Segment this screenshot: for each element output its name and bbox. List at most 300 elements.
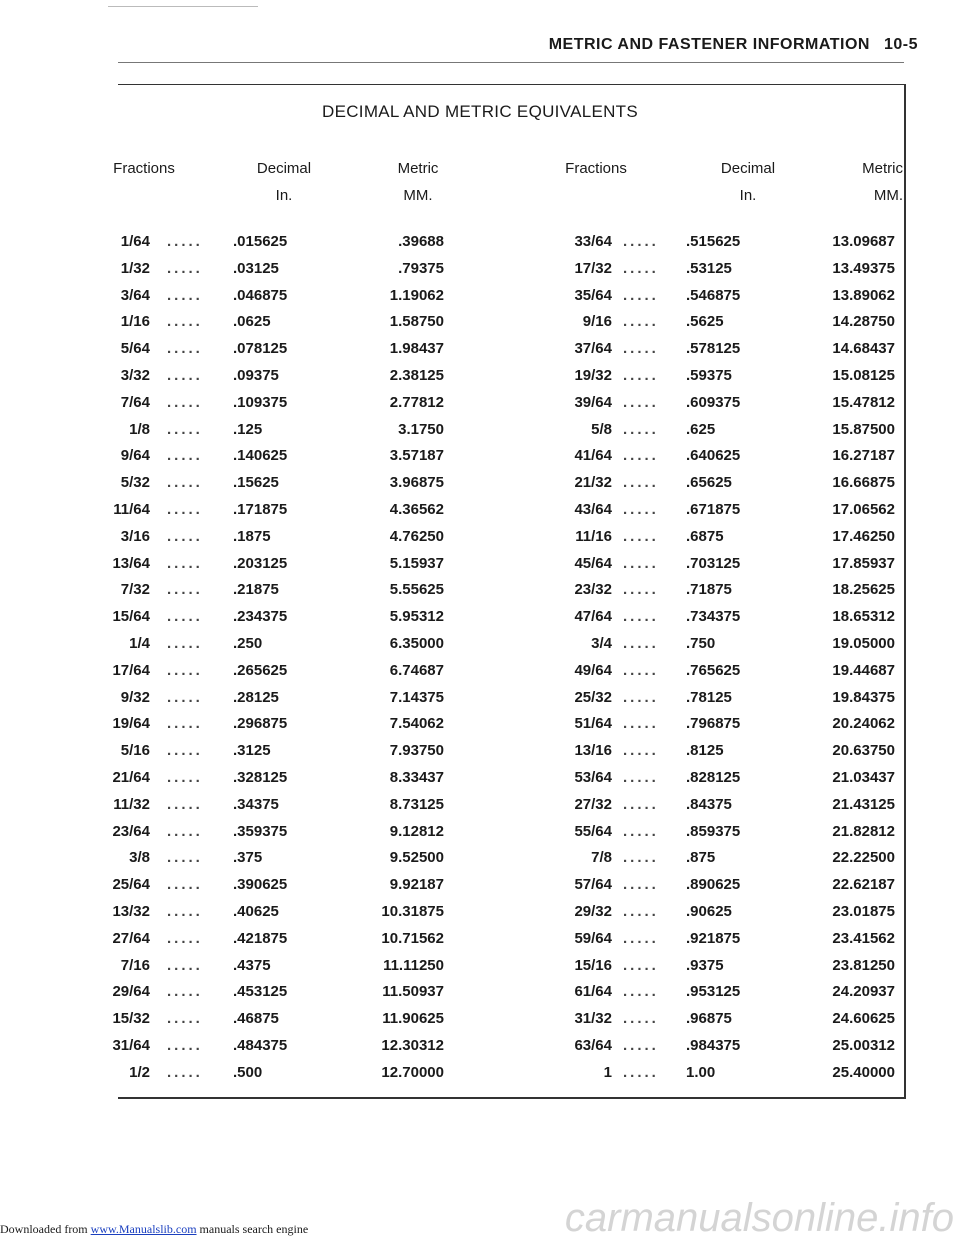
table-row: [0, 957, 960, 984]
left-decimal: .15625: [233, 474, 279, 492]
left-decimal: .453125: [233, 983, 288, 1001]
leader-dots: .....: [623, 902, 659, 920]
leader-dots: .....: [167, 822, 203, 840]
leader-dots: .....: [167, 768, 203, 786]
right-fractions-header: Fractions: [565, 160, 627, 177]
table-row: [0, 983, 960, 1010]
leader-dots: .....: [623, 983, 659, 1001]
right-metric: 21.82812: [832, 822, 895, 840]
right-decimal: .875: [686, 849, 716, 867]
right-fraction: 59/64: [574, 929, 612, 947]
left-decimal: .484375: [233, 1036, 288, 1054]
right-metric: 23.41562: [832, 929, 895, 947]
left-metric: 11.50937: [382, 983, 444, 1001]
footer-prefix: Downloaded from: [0, 1222, 91, 1236]
leader-dots: .....: [167, 661, 203, 679]
left-metric: 6.35000: [389, 634, 444, 652]
table-row: [0, 823, 960, 850]
right-decimal-unit: In.: [739, 187, 757, 204]
right-metric: 13.89062: [832, 286, 895, 304]
leader-dots: .....: [167, 366, 203, 384]
left-metric: 11.90625: [382, 1010, 444, 1028]
leader-dots: .....: [623, 393, 659, 411]
right-decimal: .640625: [686, 447, 741, 465]
left-decimal: .421875: [233, 929, 288, 947]
right-decimal: .8125: [686, 742, 724, 760]
left-decimal-header: Decimal: [256, 160, 312, 177]
page-number: 10-5: [883, 36, 918, 53]
right-metric: 20.63750: [832, 742, 895, 760]
table-row: [0, 340, 960, 367]
left-decimal: .046875: [233, 286, 288, 304]
right-metric: 23.81250: [832, 956, 895, 974]
leader-dots: .....: [167, 233, 203, 250]
left-metric: 11.11250: [383, 956, 444, 974]
left-decimal-unit: In.: [275, 187, 293, 204]
table-row: [0, 260, 960, 287]
right-metric: 14.28750: [832, 313, 895, 331]
table-row: [0, 1064, 960, 1091]
right-fraction: 23/32: [574, 581, 612, 599]
right-decimal: .71875: [686, 581, 732, 599]
table-row: [0, 394, 960, 421]
leader-dots: .....: [623, 634, 659, 652]
right-decimal: .96875: [686, 1010, 732, 1028]
table-row: [0, 501, 960, 528]
right-decimal: .921875: [686, 929, 741, 947]
table-title: DECIMAL AND METRIC EQUIVALENTS: [322, 102, 638, 121]
leader-dots: .....: [167, 313, 203, 331]
leader-dots: .....: [623, 313, 659, 331]
right-fraction: 15/16: [574, 956, 612, 974]
table-row: [0, 287, 960, 314]
left-fraction: 7/64: [120, 393, 150, 411]
right-fraction: 43/64: [574, 500, 612, 518]
equivalents-table: [0, 233, 960, 1091]
left-decimal: .46875: [233, 1010, 279, 1028]
leader-dots: .....: [623, 795, 659, 813]
left-fraction: 29/64: [112, 983, 150, 1001]
table-row: [0, 769, 960, 796]
right-decimal: .953125: [686, 983, 741, 1001]
left-decimal: .03125: [233, 259, 279, 277]
leader-dots: .....: [167, 474, 203, 492]
right-fraction: 37/64: [574, 340, 612, 358]
right-fraction: 45/64: [574, 554, 612, 572]
right-fraction: 21/32: [574, 474, 612, 492]
leader-dots: .....: [623, 554, 659, 572]
left-fraction: 11/32: [113, 795, 150, 813]
manualslib-link[interactable]: www.Manualslib.com: [90, 1222, 197, 1236]
right-metric: 16.66875: [832, 474, 895, 492]
leader-dots: .....: [167, 286, 203, 304]
right-metric: 24.60625: [832, 1010, 895, 1028]
left-metric: 5.15937: [389, 554, 444, 572]
right-decimal: .671875: [686, 500, 741, 518]
leader-dots: .....: [167, 1063, 203, 1081]
left-fraction: 1/2: [129, 1063, 150, 1081]
section-title: METRIC AND FASTENER INFORMATION: [548, 36, 870, 53]
right-metric: 17.06562: [832, 500, 895, 518]
page-header: [549, 36, 918, 54]
right-metric: 19.44687: [832, 661, 895, 679]
table-row: [0, 1037, 960, 1064]
left-decimal: .390625: [233, 876, 288, 894]
left-fraction: 7/32: [120, 581, 150, 599]
table-row: [0, 742, 960, 769]
right-decimal: .703125: [686, 554, 741, 572]
right-metric: 24.20937: [832, 983, 895, 1001]
left-fraction: 3/64: [120, 286, 150, 304]
left-metric: 3.96875: [389, 474, 444, 492]
left-metric: 6.74687: [389, 661, 444, 679]
right-fraction: 33/64: [574, 233, 612, 250]
leader-dots: .....: [623, 822, 659, 840]
leader-dots: .....: [623, 233, 659, 250]
table-row: [0, 528, 960, 555]
leader-dots: .....: [623, 956, 659, 974]
left-metric: 3.1750: [398, 420, 444, 438]
leader-dots: .....: [167, 983, 203, 1001]
watermark: carmanualsonline.info: [564, 1196, 954, 1240]
right-metric: 25.00312: [832, 1036, 895, 1054]
leader-dots: .....: [623, 527, 659, 545]
leader-dots: .....: [623, 849, 659, 867]
left-metric: 4.76250: [389, 527, 444, 545]
left-decimal: .1875: [233, 527, 271, 545]
right-metric: 25.40000: [832, 1063, 895, 1081]
leader-dots: .....: [167, 1036, 203, 1054]
table-row: [0, 474, 960, 501]
left-fraction: 25/64: [112, 876, 150, 894]
leader-dots: .....: [623, 447, 659, 465]
right-decimal: .828125: [686, 768, 741, 786]
leader-dots: .....: [167, 688, 203, 706]
leader-dots: .....: [167, 554, 203, 572]
footer-suffix: manuals search engine: [196, 1222, 309, 1236]
table-row: [0, 421, 960, 448]
leader-dots: .....: [623, 742, 659, 760]
leader-dots: .....: [623, 715, 659, 733]
leader-dots: .....: [623, 259, 659, 277]
leader-dots: .....: [623, 286, 659, 304]
table-row: [0, 796, 960, 823]
leader-dots: .....: [623, 474, 659, 492]
left-metric: 1.58750: [389, 313, 444, 331]
left-decimal: .3125: [233, 742, 271, 760]
right-fraction: 25/32: [574, 688, 612, 706]
left-metric: 1.98437: [389, 340, 444, 358]
leader-dots: .....: [167, 608, 203, 626]
left-metric: 3.57187: [389, 447, 444, 465]
right-decimal: 1.00: [686, 1063, 716, 1081]
leader-dots: .....: [623, 1010, 659, 1028]
leader-dots: .....: [167, 1010, 203, 1028]
left-decimal: .250: [233, 634, 263, 652]
right-metric: 19.05000: [832, 634, 895, 652]
left-fraction: 3/8: [129, 849, 150, 867]
left-fraction: 23/64: [112, 822, 150, 840]
leader-dots: .....: [623, 366, 659, 384]
right-metric: 15.08125: [832, 366, 895, 384]
left-decimal: .296875: [233, 715, 288, 733]
left-fraction: 1/16: [120, 313, 150, 331]
right-metric: 22.22500: [832, 849, 895, 867]
right-fraction: 13/16: [574, 742, 612, 760]
leader-dots: .....: [167, 902, 203, 920]
right-decimal: .6875: [686, 527, 724, 545]
left-fraction: 7/16: [120, 956, 150, 974]
right-fraction: 31/32: [574, 1010, 612, 1028]
leader-dots: .....: [623, 500, 659, 518]
leader-dots: .....: [623, 581, 659, 599]
table-row: [0, 715, 960, 742]
right-decimal: .796875: [686, 715, 741, 733]
right-fraction: 11/16: [575, 527, 612, 545]
leader-dots: .....: [167, 929, 203, 947]
leader-dots: .....: [623, 420, 659, 438]
left-fraction: 1/4: [129, 634, 150, 652]
left-decimal: .125: [233, 420, 263, 438]
left-decimal: .078125: [233, 340, 288, 358]
left-metric: 10.71562: [381, 929, 444, 947]
right-decimal: .609375: [686, 393, 741, 411]
leader-dots: .....: [623, 768, 659, 786]
right-decimal: .53125: [686, 259, 732, 277]
left-fraction: 1/64: [120, 233, 150, 250]
table-row: [0, 555, 960, 582]
left-metric: 12.30312: [381, 1036, 444, 1054]
leader-dots: .....: [623, 1036, 659, 1054]
left-metric-header: Metric: [397, 160, 439, 177]
right-fraction: 63/64: [574, 1036, 612, 1054]
left-decimal: .09375: [233, 366, 279, 384]
right-metric: 22.62187: [832, 876, 895, 894]
top-decorative-line: [108, 6, 258, 7]
right-fraction: 39/64: [574, 393, 612, 411]
table-row: [0, 876, 960, 903]
left-metric: 7.14375: [389, 688, 444, 706]
right-decimal: .78125: [686, 688, 732, 706]
leader-dots: .....: [167, 956, 203, 974]
table-row: [0, 233, 960, 260]
left-metric: 2.38125: [389, 366, 444, 384]
right-decimal: .546875: [686, 286, 741, 304]
left-decimal: .171875: [233, 500, 288, 518]
left-metric: 8.73125: [389, 795, 444, 813]
left-fraction: 9/64: [120, 447, 150, 465]
right-metric: 19.84375: [832, 688, 895, 706]
right-metric: 16.27187: [832, 447, 895, 465]
right-decimal: .625: [686, 420, 716, 438]
right-decimal: .84375: [686, 795, 732, 813]
left-decimal: .234375: [233, 608, 288, 626]
left-decimal: .28125: [233, 688, 279, 706]
leader-dots: .....: [167, 447, 203, 465]
right-decimal: .9375: [686, 956, 724, 974]
left-decimal: .40625: [233, 902, 279, 920]
left-metric: 9.12812: [389, 822, 444, 840]
left-metric: 9.52500: [389, 849, 444, 867]
left-metric: 8.33437: [389, 768, 444, 786]
left-metric: .39688: [398, 233, 444, 250]
left-decimal: .109375: [233, 393, 288, 411]
leader-dots: .....: [167, 742, 203, 760]
table-row: [0, 1010, 960, 1037]
left-fraction: 5/64: [120, 340, 150, 358]
table-row: [0, 367, 960, 394]
left-metric: 7.54062: [389, 715, 444, 733]
right-decimal: .5625: [686, 313, 724, 331]
table-row: [0, 849, 960, 876]
right-fraction: 17/32: [574, 259, 612, 277]
leader-dots: .....: [167, 795, 203, 813]
right-metric: 13.49375: [832, 259, 895, 277]
left-fraction: 11/64: [113, 500, 150, 518]
right-decimal: .578125: [686, 340, 741, 358]
right-fraction: 51/64: [574, 715, 612, 733]
leader-dots: .....: [623, 1063, 659, 1081]
right-decimal: .750: [686, 634, 716, 652]
leader-dots: .....: [167, 259, 203, 277]
table-row: [0, 447, 960, 474]
left-fraction: 27/64: [112, 929, 150, 947]
left-decimal: .140625: [233, 447, 288, 465]
download-footer: [0, 1222, 308, 1237]
right-decimal: .515625: [686, 233, 741, 250]
leader-dots: .....: [167, 527, 203, 545]
left-decimal: .265625: [233, 661, 288, 679]
leader-dots: .....: [623, 608, 659, 626]
left-fraction: 17/64: [112, 661, 150, 679]
left-fraction: 13/64: [112, 554, 150, 572]
right-fraction: 3/4: [591, 634, 612, 652]
right-decimal: .859375: [686, 822, 741, 840]
right-decimal: .59375: [686, 366, 732, 384]
right-metric: 23.01875: [832, 902, 895, 920]
right-metric: 18.25625: [832, 581, 895, 599]
leader-dots: .....: [167, 876, 203, 894]
right-metric-header: Metric: [862, 160, 903, 177]
leader-dots: .....: [623, 929, 659, 947]
right-fraction: 29/32: [574, 902, 612, 920]
leader-dots: .....: [623, 876, 659, 894]
table-row: [0, 313, 960, 340]
left-decimal: .328125: [233, 768, 288, 786]
right-metric: 14.68437: [832, 340, 895, 358]
right-fraction: 1: [603, 1063, 612, 1081]
left-fraction: 15/32: [112, 1010, 150, 1028]
table-row: [0, 930, 960, 957]
left-decimal: .0625: [233, 313, 271, 331]
left-metric: 1.19062: [389, 286, 444, 304]
right-metric: 13.09687: [832, 233, 895, 250]
header-rule: [118, 62, 904, 63]
table-row: [0, 689, 960, 716]
left-fraction: 19/64: [112, 715, 150, 733]
right-fraction: 47/64: [574, 608, 612, 626]
right-metric-unit: MM.: [873, 187, 903, 204]
table-row: [0, 662, 960, 689]
table-row: [0, 903, 960, 930]
left-metric: 7.93750: [389, 742, 444, 760]
right-metric: 15.47812: [832, 393, 895, 411]
left-decimal: .375: [233, 849, 263, 867]
table-row: [0, 635, 960, 662]
right-decimal: .984375: [686, 1036, 741, 1054]
right-fraction: 53/64: [574, 768, 612, 786]
leader-dots: .....: [167, 393, 203, 411]
right-fraction: 35/64: [574, 286, 612, 304]
left-decimal: .34375: [233, 795, 279, 813]
leader-dots: .....: [167, 581, 203, 599]
left-metric: 12.70000: [381, 1063, 444, 1081]
left-fraction: 15/64: [112, 608, 150, 626]
left-fraction: 5/16: [120, 742, 150, 760]
left-metric: 4.36562: [389, 500, 444, 518]
left-fraction: 21/64: [112, 768, 150, 786]
left-decimal: .359375: [233, 822, 288, 840]
leader-dots: .....: [623, 688, 659, 706]
leader-dots: .....: [623, 340, 659, 358]
left-decimal: .4375: [233, 956, 271, 974]
right-fraction: 61/64: [574, 983, 612, 1001]
right-metric: 15.87500: [832, 420, 895, 438]
leader-dots: .....: [167, 634, 203, 652]
left-metric: 10.31875: [381, 902, 444, 920]
right-fraction: 9/16: [582, 313, 612, 331]
right-fraction: 19/32: [574, 366, 612, 384]
right-metric: 21.43125: [832, 795, 895, 813]
left-decimal: .015625: [233, 233, 288, 250]
left-metric: 5.55625: [389, 581, 444, 599]
leader-dots: .....: [167, 340, 203, 358]
leader-dots: .....: [167, 420, 203, 438]
table-row: [0, 608, 960, 635]
right-metric: 18.65312: [832, 608, 895, 626]
left-metric: .79375: [398, 259, 444, 277]
right-decimal: .65625: [686, 474, 732, 492]
right-decimal: .890625: [686, 876, 741, 894]
right-decimal: .765625: [686, 661, 741, 679]
left-fraction: 9/32: [120, 688, 150, 706]
left-fraction: 1/32: [120, 259, 150, 277]
right-fraction: 7/8: [591, 849, 612, 867]
left-fraction: 3/32: [120, 366, 150, 384]
left-metric-unit: MM.: [403, 187, 433, 204]
left-decimal: .203125: [233, 554, 288, 572]
left-fractions-header: Fractions: [113, 160, 175, 177]
right-decimal: .734375: [686, 608, 741, 626]
left-fraction: 13/32: [112, 902, 150, 920]
leader-dots: .....: [623, 661, 659, 679]
right-metric: 17.85937: [832, 554, 895, 572]
right-decimal: .90625: [686, 902, 732, 920]
leader-dots: .....: [167, 715, 203, 733]
leader-dots: .....: [167, 849, 203, 867]
leader-dots: .....: [167, 500, 203, 518]
left-fraction: 3/16: [120, 527, 150, 545]
left-fraction: 31/64: [112, 1036, 150, 1054]
left-metric: 2.77812: [389, 393, 444, 411]
right-metric: 17.46250: [832, 527, 895, 545]
right-metric: 21.03437: [832, 768, 895, 786]
right-fraction: 41/64: [574, 447, 612, 465]
left-decimal: .500: [233, 1063, 263, 1081]
left-fraction: 1/8: [129, 420, 150, 438]
right-fraction: 57/64: [574, 876, 612, 894]
left-metric: 5.95312: [389, 608, 444, 626]
